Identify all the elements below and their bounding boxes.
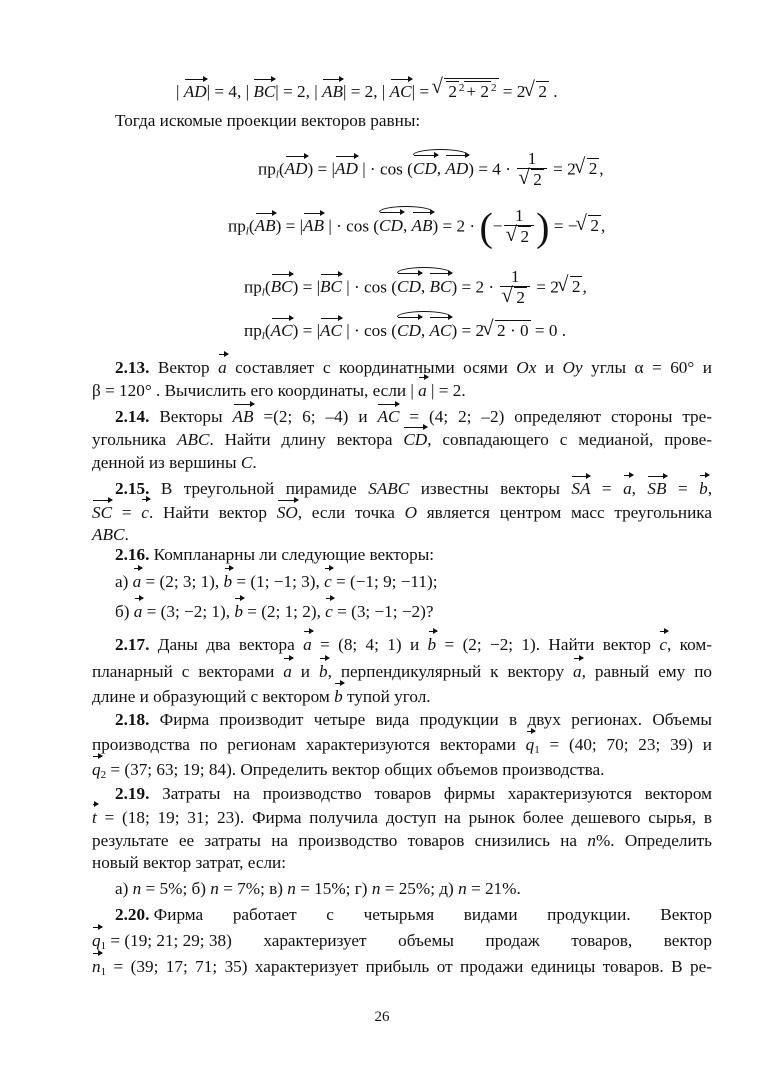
problem-2-15-line-1: 2.15. В треугольной пирамиде SABC известны векторы SA = a, SB = b, (115, 479, 713, 498)
problem-2-19-line-3: результате ее затраты на производство товаров снизились на n%. Определить (92, 831, 713, 850)
magnitudes-line: | AD| = 4, | BC| = 2, | AB| = 2, | AC| = √ 2 $^2$+ 2 $^2$ = 2√ 2 . (176, 78, 558, 103)
intro-text: Тогда искомые проекции векторов равны: (115, 111, 421, 130)
problem-2-15-line-3: ABC. (92, 525, 129, 544)
problem-2-18-line-1: 2.18. Фирма производит четыре вида продукции в двух регионах. Объемы (115, 710, 712, 729)
problem-2-19-line-2: t = (18; 19; 31; 23). Фирма получила доступ на рынок более дешевого сырья, в (92, 808, 712, 827)
problem-2-20-line-2: $q_1 = (19$; 21; 29; 38) характеризует объемы продаж товаров, вектор (92, 931, 712, 952)
problem-2-19-line-4: новый вектор затрат, если: (92, 853, 287, 872)
problem-2-13-line-2: β = 120° . Вычислить его координаты, если | a | = 2. (92, 381, 466, 400)
vector-ab: AB (321, 82, 343, 101)
problem-2-20-line-3: $n_1 = (39$; 17; 71; 35) характеризует прибыль от продажи единицы товаров. В ре- (92, 957, 712, 978)
problem-2-15-line-2: SC = c. Найти вектор SO, если точка O является центром масс треугольника (92, 503, 712, 522)
vector-ac: AC (389, 82, 412, 101)
problem-2-17-line-2: планарный с векторами a и b, перпендикулярный к вектору a, равный ему по (92, 662, 712, 681)
problem-2-14-line-1: 2.14. Векторы AB =(2; 6; –4) и AC = (4; 2; –2) определяют стороны тре- (115, 407, 712, 426)
problem-2-16-option-b: б) a = (3; −2; 1), b = (2; 1; 2), c = (3; −1; −2)? (115, 602, 434, 621)
projection-ab: $пр_l(AB) = |AB$ | · cos (CD, AB) = 2 · (− 1 √ 2 ) = −√ 2 , (228, 207, 605, 248)
problem-2-19-line-1: 2.19. Затраты на производство товаров фирмы характеризуются вектором (115, 784, 712, 803)
problem-2-14-line-3: денной из вершины C. (92, 453, 257, 472)
problem-2-18-line-3: $q_2 = (37$; 63; 19; 84). Определить вектор общих объемов производства. (92, 760, 605, 781)
problem-2-19-options: а) n = 5%; б) n = 7%; в) n = 15%; г) n = 25%; д) n = 21%. (115, 879, 521, 898)
problem-2-16-option-a: а) a = (2; 3; 1), b = (1; −1; 3), c = (−1; 9; −11); (115, 572, 438, 591)
problem-2-16-line-1: 2.16. Компланарны ли следующие векторы: (115, 545, 435, 564)
problem-2-17-line-1: 2.17. Даны два вектора a = (8; 4; 1) и b = (2; −2; 1). Найти вектор c, ком- (115, 635, 713, 654)
projection-ad: $пр_l(AD) = |AD$ | · cos (CD, AD) = 4 · 1 √ 2 = 2√ 2 , (258, 150, 604, 191)
vector-bc: BC (253, 82, 276, 101)
problem-2-14-line-2: угольника ABC. Найти длину вектора CD, совпадающего с медианой, прове- (92, 430, 712, 449)
problem-2-17-line-3: длине и образующий с вектором b тупой угол. (92, 687, 431, 706)
problem-2-13-line-1: 2.13. Вектор a составляет с координатными осями Ox и Oy углы α = 60° и (115, 358, 712, 377)
vector-ad: AD (183, 82, 207, 101)
projection-ac: $пр_l(AC) = |AC$ | · cos (CD, AC) = 2√ 2 · 0 = 0 . (244, 320, 566, 347)
problem-2-20-line-1: 2.20. Фирма работает с четырьмя видами продукции. Вектор (115, 905, 712, 924)
projection-bc: $пр_l(BC) = |BC$ | · cos (CD, BC) = 2 · 1 √ 2 = 2√ 2 , (244, 268, 587, 309)
page-number: 26 (374, 1009, 390, 1025)
problem-2-18-line-2: производства по регионам характеризуются векторами $q_1 = (40$; 70; 23; 39) и (92, 735, 712, 756)
